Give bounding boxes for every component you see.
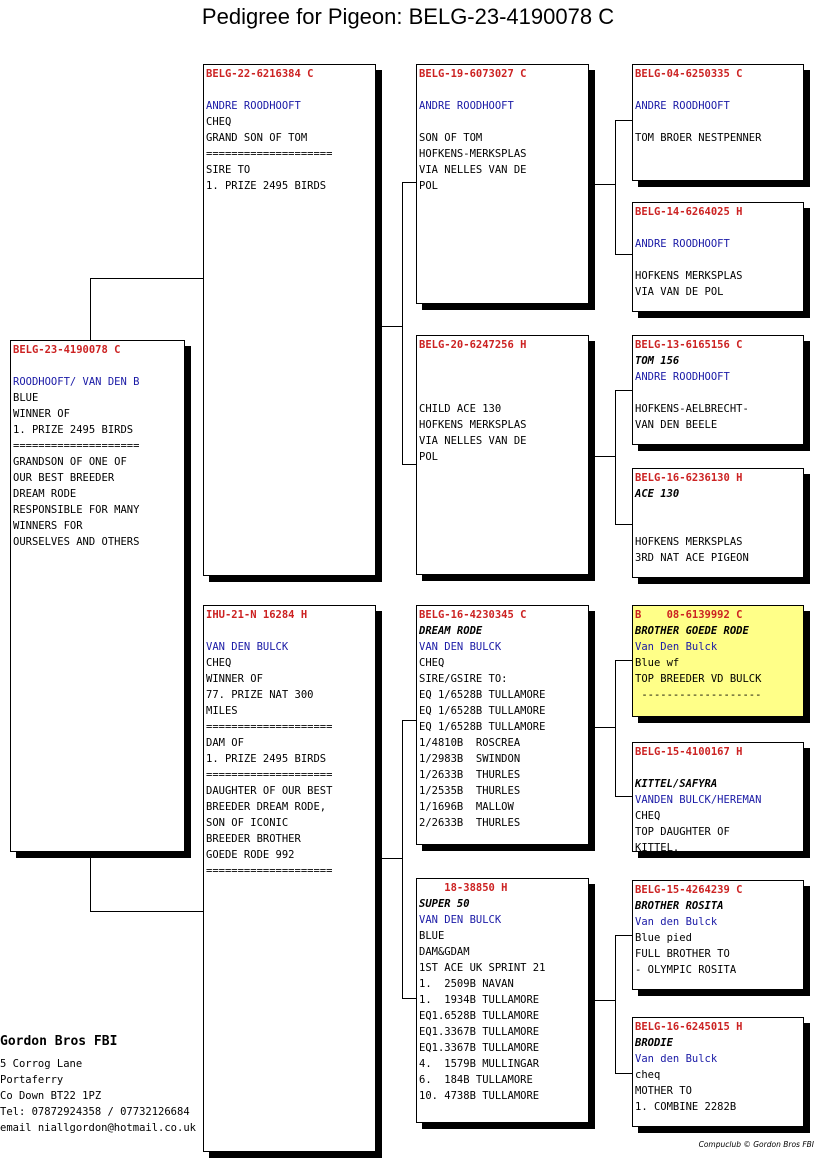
pedigree-line: SIRE/GSIRE TO: <box>419 673 508 685</box>
pedigree-line: VIA VAN DE POL <box>635 286 724 298</box>
pedigree-line: BLUE <box>13 392 39 404</box>
pedigree-line <box>419 82 586 98</box>
credit-footer: Compuclub © Gordon Bros FBI <box>698 1140 814 1149</box>
pedigree-line: 1ST ACE UK SPRINT 21 <box>419 962 546 974</box>
pedigree-line: TOP BREEDER VD BULCK <box>635 673 762 685</box>
connector-line <box>615 524 632 525</box>
connector-line <box>615 935 616 1073</box>
pigeon-card-ddd <box>632 1017 804 1127</box>
pigeon-name: SUPER 50 <box>419 898 470 910</box>
ring-number: BELG-13-6165156 C <box>635 339 743 351</box>
pedigree-line <box>635 385 801 401</box>
pedigree-line: HOFKENS-MERKSPLAS <box>419 148 527 160</box>
pigeon-name: BROTHER ROSITA <box>635 900 724 912</box>
breeder-address-line: Portaferry <box>0 1074 64 1086</box>
pedigree-line: VIA NELLES VAN DE <box>419 164 527 176</box>
pedigree-line: ==================== <box>206 721 333 733</box>
pedigree-line: GOEDE RODE 992 <box>206 849 295 861</box>
pedigree-line: BLUE <box>419 930 445 942</box>
pedigree-line: 1. PRIZE 2495 BIRDS <box>206 180 327 192</box>
pigeon-card-sire <box>203 64 376 576</box>
connector-line <box>90 278 203 279</box>
pedigree-line <box>635 502 801 518</box>
pedigree-line: EQ 1/6528B TULLAMORE <box>419 689 546 701</box>
pedigree-line: HOFKENS MERKSPLAS <box>419 419 527 431</box>
pigeon-name: TOM 156 <box>635 355 680 367</box>
pedigree-line: EQ 1/6528B TULLAMORE <box>419 721 546 733</box>
pedigree-line <box>635 220 801 236</box>
pedigree-line: ==================== <box>206 865 333 877</box>
pigeon-card-sss <box>632 64 804 181</box>
pedigree-line: 1. COMBINE 2282B <box>635 1101 737 1113</box>
pedigree-line: ==================== <box>206 769 333 781</box>
breeder-phone: Tel: 07872924358 / 07732126684 <box>0 1106 190 1118</box>
pedigree-line <box>419 369 586 385</box>
connector-line <box>615 660 632 661</box>
pedigree-line: BREEDER BROTHER <box>206 833 301 845</box>
pedigree-line: BREEDER DREAM RODE, <box>206 801 327 813</box>
pedigree-line: POL <box>419 451 438 463</box>
pedigree-line: 1/2983B SWINDON <box>419 753 521 765</box>
pigeon-card-sdd <box>632 468 804 578</box>
pigeon-name: BROTHER GOEDE RODE <box>635 625 749 637</box>
pedigree-line: 77. PRIZE NAT 300 <box>206 689 314 701</box>
pedigree-line: RESPONSIBLE FOR MANY <box>13 504 140 516</box>
pedigree-line: cheq <box>635 1069 661 1081</box>
pedigree-line: EQ1.3367B TULLAMORE <box>419 1042 540 1054</box>
pedigree-line: GRAND SON OF TOM <box>206 132 308 144</box>
ring-number: BELG-15-4264239 C <box>635 884 743 896</box>
connector-line <box>595 456 615 457</box>
pedigree-line: 3RD NAT ACE PIGEON <box>635 552 749 564</box>
pedigree-line: - OLYMPIC ROSITA <box>635 964 737 976</box>
connector-line <box>615 120 616 254</box>
pigeon-card-dd <box>416 878 589 1123</box>
ring-number: BELG-23-4190078 C <box>13 344 121 356</box>
connector-line <box>90 278 91 340</box>
connector-line <box>615 796 632 797</box>
pedigree-line: 1. PRIZE 2495 BIRDS <box>13 424 134 436</box>
pedigree-line: CHEQ <box>419 657 445 669</box>
owner-name: VAN DEN BULCK <box>419 641 502 653</box>
pedigree-line <box>635 114 801 130</box>
pedigree-line: EQ 1/6528B TULLAMORE <box>419 705 546 717</box>
connector-line <box>402 182 416 183</box>
pedigree-line: DAUGHTER OF OUR BEST <box>206 785 333 797</box>
connector-line <box>402 464 416 465</box>
breeder-name: Gordon Bros FBI <box>0 1034 118 1049</box>
pedigree-line <box>419 353 586 369</box>
pedigree-line: CHEQ <box>635 810 661 822</box>
pedigree-line: 1. PRIZE 2495 BIRDS <box>206 753 327 765</box>
pedigree-line: 1/2535B THURLES <box>419 785 521 797</box>
pedigree-line: KITTEL. <box>635 842 680 852</box>
pedigree-line: 1. 1934B TULLAMORE <box>419 994 540 1006</box>
owner-name: ANDRE ROODHOOFT <box>419 100 514 112</box>
pedigree-line <box>206 623 373 639</box>
pedigree-line: FULL BROTHER TO <box>635 948 730 960</box>
pedigree-line: SON OF ICONIC <box>206 817 289 829</box>
connector-line <box>615 935 632 936</box>
pedigree-line: ------------------- <box>635 689 762 701</box>
owner-name: ROODHOOFT/ VAN DEN B <box>13 376 140 388</box>
pedigree-line: SON OF TOM <box>419 132 483 144</box>
pedigree-line <box>635 518 801 534</box>
pedigree-line: 1/1696B MALLOW <box>419 801 514 813</box>
pedigree-line <box>419 114 586 130</box>
connector-line <box>615 1073 632 1074</box>
connector-line <box>402 182 403 464</box>
pedigree-line: WINNERS FOR <box>13 520 83 532</box>
connector-line <box>615 390 616 524</box>
owner-name: Van den Bulck <box>635 916 718 928</box>
connector-line <box>402 720 416 721</box>
pedigree-line: 1/2633B THURLES <box>419 769 521 781</box>
pedigree-line: SIRE TO <box>206 164 251 176</box>
ring-number: B 08-6139992 C <box>635 609 743 621</box>
pedigree-line: GRANDSON OF ONE OF <box>13 456 127 468</box>
pedigree-line: EQ1.3367B TULLAMORE <box>419 1026 540 1038</box>
pigeon-card-dds <box>632 880 804 990</box>
pigeon-card-dsd <box>632 742 804 852</box>
owner-name: ANDRE ROODHOOFT <box>635 238 730 250</box>
breeder-info <box>0 1034 230 1136</box>
pigeon-card-ssd <box>632 202 804 312</box>
connector-line <box>402 720 403 999</box>
breeder-email: email niallgordon@hotmail.co.uk <box>0 1122 196 1134</box>
pedigree-line: 1. 2509B NAVAN <box>419 978 514 990</box>
pedigree-line: VAN DEN BEELE <box>635 419 718 431</box>
connector-line <box>615 120 632 121</box>
pedigree-line <box>635 252 801 268</box>
pedigree-line: MOTHER TO <box>635 1085 692 1097</box>
breeder-address-line: 5 Corrog Lane <box>0 1058 83 1070</box>
pigeon-card-subject <box>10 340 185 852</box>
pedigree-line <box>419 385 586 401</box>
ring-number: BELG-15-4100167 H <box>635 746 743 758</box>
pedigree-line: WINNER OF <box>206 673 263 685</box>
pedigree-line: DREAM RODE <box>13 488 77 500</box>
pedigree-line: DAM&GDAM <box>419 946 470 958</box>
pedigree-line: CHILD ACE 130 <box>419 403 502 415</box>
pedigree-line: ==================== <box>206 148 333 160</box>
pedigree-line: HOFKENS MERKSPLAS <box>635 536 743 548</box>
connector-line <box>615 660 616 796</box>
pedigree-line: Blue wf <box>635 657 680 669</box>
ring-number: BELG-14-6264025 H <box>635 206 743 218</box>
connector-line <box>595 727 615 728</box>
owner-name: Van den Bulck <box>635 1053 718 1065</box>
pedigree-line: EQ1.6528B TULLAMORE <box>419 1010 540 1022</box>
pedigree-line: 1/4810B ROSCREA <box>419 737 521 749</box>
pedigree-line: 6. 184B TULLAMORE <box>419 1074 533 1086</box>
pedigree-line <box>635 82 801 98</box>
pedigree-line: 10. 4738B TULLAMORE <box>419 1090 540 1102</box>
ring-number: IHU-21-N 16284 H <box>206 609 308 621</box>
pedigree-line: ==================== <box>13 440 140 452</box>
connector-line <box>595 184 615 185</box>
pedigree-line: TOM BROER NESTPENNER <box>635 132 762 144</box>
pigeon-card-ds <box>416 605 589 845</box>
ring-number: BELG-20-6247256 H <box>419 339 527 351</box>
pedigree-line: TOP DAUGHTER OF <box>635 826 730 838</box>
pigeon-name: KITTEL/SAFYRA <box>635 778 718 790</box>
pigeon-card-ss <box>416 64 589 304</box>
ring-number: BELG-16-6236130 H <box>635 472 743 484</box>
pedigree-line: CHEQ <box>206 116 232 128</box>
connector-line <box>402 998 416 999</box>
pigeon-card-sd <box>416 335 589 575</box>
connector-line <box>90 911 203 912</box>
pigeon-card-sds <box>632 335 804 445</box>
owner-name: ANDRE ROODHOOFT <box>635 100 730 112</box>
connector-line <box>615 390 632 391</box>
owner-name: VAN DEN BULCK <box>206 641 289 653</box>
pedigree-line: MILES <box>206 705 238 717</box>
ring-number: BELG-22-6216384 C <box>206 68 314 80</box>
pedigree-line: VIA NELLES VAN DE <box>419 435 527 447</box>
owner-name: VANDEN BULCK/HEREMAN <box>635 794 762 806</box>
pedigree-line: HOFKENS MERKSPLAS <box>635 270 743 282</box>
connector-line <box>90 858 91 912</box>
owner-name: VAN DEN BULCK <box>419 914 502 926</box>
breeder-address-line: Co Down BT22 1PZ <box>0 1090 102 1102</box>
connector-line <box>595 1000 615 1001</box>
pigeon-name: BRODIE <box>635 1037 673 1049</box>
ring-number: BELG-16-4230345 C <box>419 609 527 621</box>
pedigree-line: OUR BEST BREEDER <box>13 472 115 484</box>
pedigree-line: WINNER OF <box>13 408 70 420</box>
pedigree-line: OURSELVES AND OTHERS <box>13 536 140 548</box>
pedigree-line: DAM OF <box>206 737 244 749</box>
pigeon-name: ACE 130 <box>635 488 680 500</box>
pigeon-name: DREAM RODE <box>419 625 483 637</box>
ring-number: 18-38850 H <box>419 882 508 894</box>
page-title: Pedigree for Pigeon: BELG-23-4190078 C <box>201 4 615 29</box>
owner-name: ANDRE ROODHOOFT <box>635 371 730 383</box>
pedigree-line: 2/2633B THURLES <box>419 817 521 829</box>
ring-number: BELG-19-6073027 C <box>419 68 527 80</box>
pedigree-line: CHEQ <box>206 657 232 669</box>
pedigree-line: POL <box>419 180 438 192</box>
connector-line <box>382 326 402 327</box>
pedigree-line: Blue pied <box>635 932 692 944</box>
ring-number: BELG-16-6245015 H <box>635 1021 743 1033</box>
ring-number: BELG-04-6250335 C <box>635 68 743 80</box>
pigeon-card-dss <box>632 605 804 717</box>
pedigree-line: 4. 1579B MULLINGAR <box>419 1058 540 1070</box>
pedigree-line <box>206 82 373 98</box>
connector-line <box>382 858 402 859</box>
pedigree-line <box>13 358 182 374</box>
owner-name: Van Den Bulck <box>635 641 718 653</box>
connector-line <box>615 254 632 255</box>
pedigree-line: HOFKENS-AELBRECHT- <box>635 403 749 415</box>
owner-name: ANDRE ROODHOOFT <box>206 100 301 112</box>
pedigree-line <box>635 760 801 776</box>
